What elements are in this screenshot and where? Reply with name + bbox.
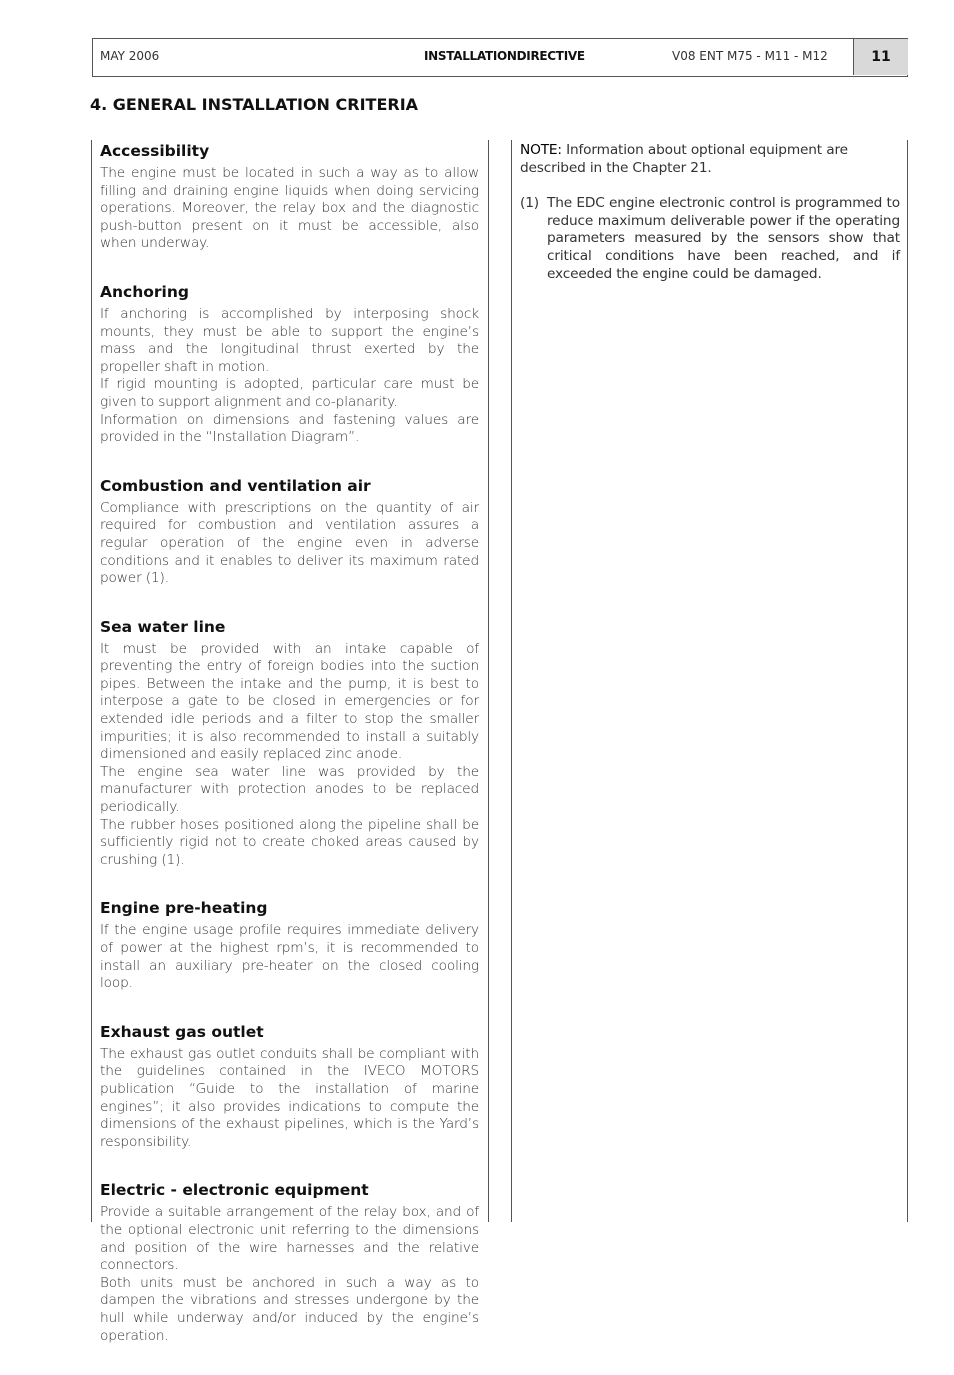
footnote <box>520 195 900 283</box>
topic-heading: Sea water line <box>100 617 226 636</box>
right-column <box>520 142 900 283</box>
footnote-text: The EDC engine electronic control is programmed to reduce maximum deliverable power if the operating parameters measured by the sensors show that critical conditions have been reached, and if exceeded the engine could be damaged. <box>547 195 900 282</box>
topic-body: It must be provided with an intake capable of preventing the entry of foreign bodies into the suction pipes. Between the intake and the pump, it is best to interpose a gate to be closed in emergencies or for extended idle periods and a filter to stop the smaller impurities; it is also recommended to install a suitably dimensioned and easily replaced zinc anode. The engine sea water line was provided by the manufacturer with protection anodes to be replaced periodically. The rubber hoses positioned along the pipeline shall be sufficiently rigid not to create choked areas caused by crushing (1). <box>100 640 479 868</box>
topic-heading: Engine pre-heating <box>100 899 268 918</box>
topic-engine-preheating <box>100 899 479 992</box>
right-column-rule <box>907 140 908 1222</box>
header-title: INSTALLATIONDIRECTIVE <box>424 49 585 63</box>
topic-combustion-air <box>100 477 479 588</box>
note-paragraph <box>520 142 900 177</box>
page-number: 11 <box>853 39 908 75</box>
topic-anchoring <box>100 283 479 447</box>
section-title: 4. GENERAL INSTALLATION CRITERIA <box>90 95 419 114</box>
topic-body: If anchoring is accomplished by interposing shock mounts, they must be able to support the engine’s mass and the longitudinal thrust exerted by the propeller shaft in motion. If rigid mounting is adopted, particular care must be given to support alignment and co-planarity. Information on dimensions and fastening values are provided in the “Installation Diagram”. <box>100 305 479 446</box>
topic-heading: Exhaust gas outlet <box>100 1022 264 1041</box>
topic-sea-water-line <box>100 618 479 870</box>
topic-exhaust-gas-outlet <box>100 1023 479 1152</box>
topic-electric-equipment <box>100 1181 479 1345</box>
topic-heading: Accessibility <box>100 142 210 160</box>
left-column-rule <box>91 140 92 1222</box>
header-model: V08 ENT M75 - M11 - M12 <box>672 49 828 63</box>
topic-heading: Anchoring <box>100 282 189 301</box>
header-date: MAY 2006 <box>100 49 160 63</box>
topic-body: The exhaust gas outlet conduits shall be compliant with the guidelines contained in the IVECO MOTORS publication “Guide to the installation of marine engines”; it also provides indications to compute the dimensions of the exhaust pipelines, which is the Yard’s responsibility. <box>100 1045 479 1150</box>
header-left-rule <box>92 38 93 76</box>
topic-heading: Electric - electronic equipment <box>100 1181 369 1200</box>
left-column <box>100 142 479 1375</box>
middle-right-rule <box>511 140 512 1222</box>
topic-body: Provide a suitable arrangement of the relay box, and of the optional electronic unit referring to the dimensions and position of the wire harnesses and the relative connectors. Both units must be anchored in such a way as to dampen the vibrations and stresses undergone by the hull while underway and/or induced by the engine’s operation. <box>100 1204 479 1344</box>
topic-heading: Combustion and ventilation air <box>100 476 371 495</box>
note-label: NOTE: <box>520 142 562 158</box>
topic-body: The engine must be located in such a way as to allow filling and draining engine liquids when doing servicing operations. Moreover, the relay box and the diagnostic push-button present on it must be accessible, also when underway. <box>100 165 479 252</box>
topic-accessibility <box>100 142 479 253</box>
middle-left-rule <box>488 140 489 1222</box>
page-header <box>92 38 908 77</box>
note-text: Information about optional equipment are described in the Chapter 21. <box>520 142 848 176</box>
topic-body: If the engine usage profile requires immediate delivery of power at the highest rpm’s, it is recommended to install an auxiliary pre-heater on the closed cooling loop. <box>100 922 479 992</box>
topic-body: Compliance with prescriptions on the quantity of air required for combustion and ventilation assures a regular operation of the engine even in adverse conditions and it enables to deliver its maximum rated power (1). <box>100 499 479 587</box>
footnote-number: (1) <box>520 195 539 212</box>
